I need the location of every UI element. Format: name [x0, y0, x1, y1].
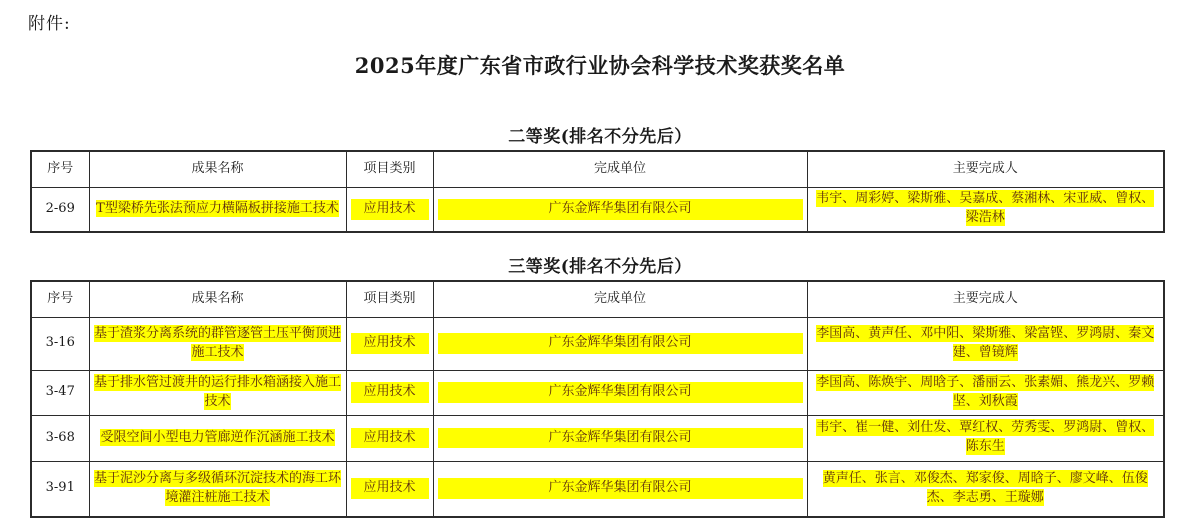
- header-serial: 序号: [31, 151, 89, 187]
- table-header-row: [31, 151, 1164, 187]
- cell-organization: [433, 187, 807, 232]
- organization-highlight: 广东金辉华集团有限公司: [438, 333, 803, 354]
- category-highlight: 应用技术: [351, 428, 429, 449]
- second-prize-table: [30, 150, 1165, 233]
- page-title: 2025年度广东省市政行业协会科学技术奖获奖名单: [354, 53, 846, 78]
- cell-achievement: [89, 370, 346, 415]
- cell-serial: 3-47: [31, 370, 89, 415]
- people-highlight: 韦宇、周彩婷、梁斯雅、吴嘉成、蔡湘林、宋亚威、曾权、梁浩林: [816, 191, 1155, 226]
- cell-people: [807, 187, 1164, 232]
- cell-achievement: [89, 187, 346, 232]
- achievement-highlight: T型梁桥先张法预应力横隔板拼接施工技术: [96, 200, 339, 216]
- achievement-highlight: 基于渣浆分离系统的群管逐管土压平衡顶进施工技术: [93, 325, 341, 360]
- header-people: 主要完成人: [807, 151, 1164, 187]
- table-header-row: [31, 281, 1164, 317]
- category-highlight: 应用技术: [351, 478, 429, 499]
- cell-people: [807, 415, 1164, 461]
- people-highlight: 李国高、黄声任、邓中阳、梁斯雅、梁富铿、罗鸿尉、秦文建、曾镜辉: [816, 325, 1155, 360]
- cell-people: [807, 370, 1164, 415]
- third-prize-table: [30, 280, 1165, 518]
- organization-highlight: 广东金辉华集团有限公司: [438, 199, 803, 220]
- cell-serial: 2-69: [31, 187, 89, 232]
- cell-category: [346, 415, 433, 461]
- header-people: 主要完成人: [807, 281, 1164, 317]
- cell-people: [807, 317, 1164, 370]
- table-row: [31, 370, 1164, 415]
- cell-serial: 3-68: [31, 415, 89, 461]
- header-achievement: 成果名称: [89, 281, 346, 317]
- people-highlight: 李国高、陈焕宇、周晗子、潘丽云、张素媚、熊龙兴、罗赖坚、刘秋霞: [816, 374, 1155, 409]
- cell-achievement: [89, 317, 346, 370]
- header-category: 项目类别: [346, 151, 433, 187]
- people-highlight: 黄声任、张言、邓俊杰、郑家俊、周晗子、廖文峰、伍俊杰、李志勇、王璇娜: [822, 470, 1148, 505]
- section-title-second-prize: 二等奖(排名不分先后）: [508, 127, 692, 147]
- achievement-highlight: 基于排水管过渡井的运行排水箱涵接入施工技术: [93, 374, 341, 409]
- header-organization: 完成单位: [433, 151, 807, 187]
- cell-organization: [433, 370, 807, 415]
- section-title-third-prize: 三等奖(排名不分先后）: [508, 257, 692, 277]
- achievement-highlight: 受限空间小型电力管廊逆作沉涵施工技术: [100, 429, 335, 445]
- cell-organization: [433, 317, 807, 370]
- organization-highlight: 广东金辉华集团有限公司: [438, 478, 803, 499]
- table-row: [31, 317, 1164, 370]
- header-category: 项目类别: [346, 281, 433, 317]
- cell-category: [346, 187, 433, 232]
- cell-serial: 3-16: [31, 317, 89, 370]
- cell-achievement: [89, 415, 346, 461]
- header-serial: 序号: [31, 281, 89, 317]
- table-row: [31, 415, 1164, 461]
- category-highlight: 应用技术: [351, 382, 429, 403]
- organization-highlight: 广东金辉华集团有限公司: [438, 382, 803, 403]
- cell-serial: 3-91: [31, 461, 89, 517]
- cell-organization: [433, 415, 807, 461]
- header-organization: 完成单位: [433, 281, 807, 317]
- category-highlight: 应用技术: [351, 199, 429, 220]
- header-achievement: 成果名称: [89, 151, 346, 187]
- cell-category: [346, 317, 433, 370]
- category-highlight: 应用技术: [351, 333, 429, 354]
- achievement-highlight: 基于泥沙分离与多级循环沉淀技术的海工环境灌注桩施工技术: [93, 470, 341, 505]
- attachment-label: 附件:: [28, 14, 71, 34]
- people-highlight: 韦宇、崔一健、刘仕发、覃红权、劳秀雯、罗鸿尉、曾权、陈东生: [816, 420, 1155, 454]
- cell-category: [346, 370, 433, 415]
- table-row: [31, 187, 1164, 232]
- organization-highlight: 广东金辉华集团有限公司: [438, 428, 803, 449]
